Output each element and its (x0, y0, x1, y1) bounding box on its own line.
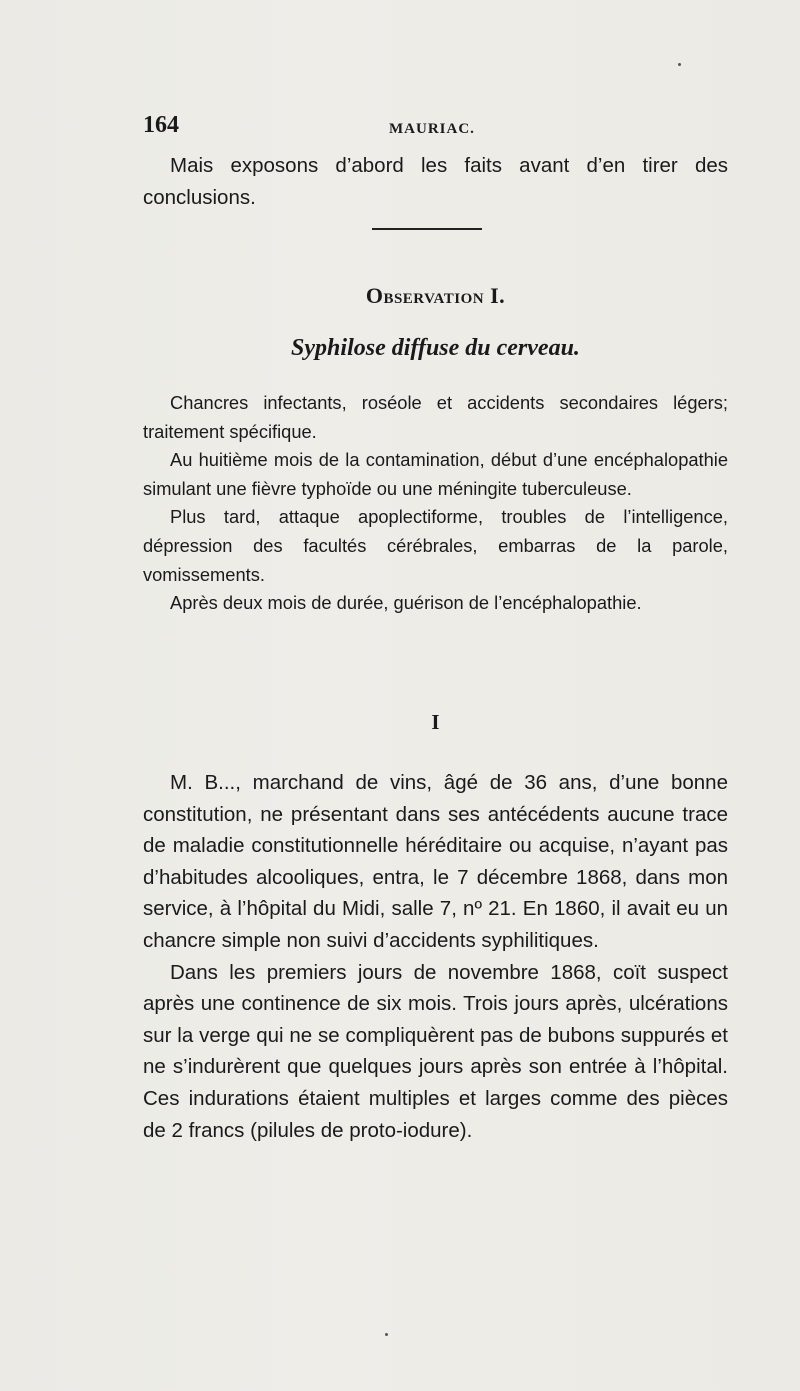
case-body (143, 767, 728, 1146)
summary-paragraph: Après deux mois de durée, guérison de l’encéphalopathie. (170, 592, 642, 614)
page-number: 164 (143, 112, 179, 138)
summary-paragraph: Chancres infectants, roséole et accidents secondaires légers; traitement spécifique. (143, 392, 728, 442)
print-speck (678, 63, 681, 66)
intro-paragraph: Mais exposons d’abord les faits avant d’en tirer des conclusions. (143, 154, 728, 209)
section-divider (372, 228, 482, 230)
body-paragraph: M. B..., marchand de vins, âgé de 36 ans, d’une bonne constitution, ne présentant dans ses antécédents aucune trace de maladie constitutionnelle héréditaire ou acquise, n’ayant pas d’habitudes alcooliques, entra, le 7 décembre 1868, dans mon service, à l’hôpital du Midi, salle 7, nº 21. En 1860, il avait eu un chancre simple non suivi d’accidents syphilitiques. (143, 771, 728, 952)
page-header (143, 112, 728, 148)
section-number: I (431, 710, 440, 734)
body-paragraph: Dans les premiers jours de novembre 1868, coït suspect après une continence de six mois. Trois jours après, ulcérations sur la verge qui ne se compliquèrent pas de bubons suppurés et ne s’indurèrent que quelques jours après son entrée à l’hôpital. Ces indurations étaient multiples et larges comme des pièces de 2 francs (pilules de proto-iodure). (143, 960, 728, 1142)
summary-paragraph: Au huitième mois de la contamination, début d’une encéphalopathie simulant une fièvre typhoïde ou une méningite tuberculeuse. (143, 449, 728, 499)
observation-heading: Observation I. (365, 283, 506, 308)
case-summary (143, 389, 728, 618)
summary-paragraph: Plus tard, attaque apoplectiforme, troubles de l’intelligence, dépression des facultés cérébrales, embarras de la parole, vomissements. (143, 506, 728, 585)
running-head: MAURIAC. (389, 121, 475, 137)
print-speck (385, 1333, 388, 1336)
observation-title: Syphilose diffuse du cerveau. (291, 335, 580, 361)
